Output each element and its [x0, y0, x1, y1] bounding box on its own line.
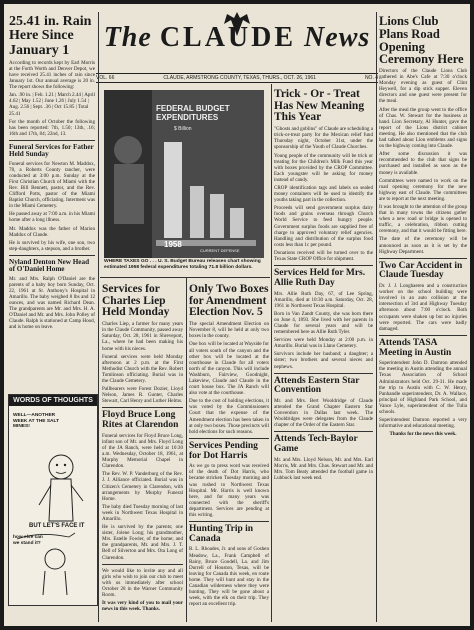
lions-headline: Lions Club Plans Road Opening Ceremony Here: [379, 14, 464, 67]
trick-paragraph: Young people of the community will be trick or treating for the Children's Milk Fund this year with boxes provided by the CROP Committee. Each youngster will be asking for money instead of candy.: [274, 152, 373, 183]
cartoon-panel: [8, 394, 98, 606]
election-paragraph: The special Amendment Election on November 8, will be held at only two boxes in the county.: [189, 321, 269, 340]
issue-number: NO. 4: [364, 75, 378, 81]
thanks-note: It was very kind of you to mail your news in this week. Thanks.: [102, 600, 183, 613]
lions-paragraph: Directors of the Claude Lions Club gathered in Abe's Cafe at 7:30 o'clock Monday evening as guest of Clint Heywell, for a dip stick supper. Eleven directors and one guest were present for the meal.: [379, 68, 467, 105]
column-rule: [376, 12, 377, 622]
cartoon-speech-3: how else can we stand it?: [13, 535, 43, 546]
dateline: [96, 73, 378, 83]
harris-paragraph: As we go to press word was received of the death of Dot Harris, who became stricken Tuesday morning and was rushed to Northwest Texas Hospital. Mr. Harris is well known here, and for many years was connected with the sheriff's department. Services are pending at this writing.: [189, 463, 269, 518]
accident-paragraph: Dr. J. J. Longhaeren and a construction worker on the school building were involved in an auto collision at the intersection of 3rd and Highway Tuesday afternoon about 7:00 o'clock. Both occupants were shaken up but no injuries were reported. The cars were badly damaged.: [379, 283, 467, 332]
tasa-paragraph: Superintendent Damron reported a very informative and educational meeting.: [379, 417, 467, 430]
maddox-paragraph: He is survived by his wife, one son, two step-daughters, a stepson, and a brother.: [9, 239, 95, 252]
column-rule: [98, 12, 99, 622]
lions-paragraph: After some discussion it was recommended to the club that signs be purchased and installed as soon as the money is available.: [379, 151, 467, 176]
masthead-title: [96, 22, 378, 54]
cartoon-speech-1: WELL—ANOTHER WEEK AT THE SALT MINES!: [13, 413, 60, 430]
rain-table: Jan. .90 in. | Feb. 1.21 | March 2.44 | April 4.62 | May 1.52 | June 1.26 | July 1.54 | Aug. 2.56 | Sept. .36 | Oct 15.85 | Total 25.41: [9, 92, 95, 117]
section-rule: [100, 277, 270, 278]
photo-chart-title: FEDERAL BUDGET EXPENDITURES: [156, 104, 230, 122]
trick-paragraph: "Ghosts and goblins" of Claude are scheduling a trick-or-treat party for the Mexican relief fund Thursday night, October 31st, under the sponsorship of the Youth of Claude Churches.: [274, 126, 373, 151]
odaniel-paragraph: Mr. and Mrs. Ralph O'Daniel are the parents of a baby boy born Sunday, Oct. 22, 1961 at St. Anthony's Hospital in Amarillo. The baby weighed 8 lbs and 12 ounces, and was named Richard Dean. The grandparents are Mr. and Mrs. H. A. O'Daniel and Mr. and Mrs. John Polley of Claude. Ralph is stationed at Camp Hood, and is home on leave.: [9, 275, 95, 331]
rain-headline: 25.41 in. Rain Here Since January 1: [9, 14, 92, 58]
odaniel-headline: Nyland Denton New Head of O'Daniel Home: [9, 257, 90, 274]
long-paragraph: He is survived by the parents; one sister, Jolene Long; his grandmother, Mrs. Estelle Fowler, of the home; and the grandparents, Mr. and Mrs. J. T. Bell of Silverton and Mrs. Ota Long of Clarendon.: [102, 524, 183, 561]
election-paragraph: One box will be located at Wayside for all voters south of the canyon and the other box will be located at the courthouse in Claude for all voters north of the canyon. This will include Washburn, Fairview, Goodnight, Lakeview, Claude and Claude in the court house box. The JA Ranch will also vote at the courthouse.: [189, 341, 269, 397]
newspaper-page: [4, 4, 470, 626]
tech-baylor-headline: Attends Tech-Baylor Game: [274, 434, 358, 455]
lions-paragraph: After the meal the group went to the office of Chas. W. Stewart for the business at hand. Lion Secretary, Al Hunter, gave the report of the Lions district cabinet meeting. He also mentioned that the club had talked about Lion emblems and signs on the highway coming into Claude.: [379, 106, 467, 150]
masthead-the: The: [103, 22, 152, 53]
long-paragraph: Funeral services for Floyd Bruce Long, infant son of Mr. and Mrs. Floyd Long of the JA Ranch, were held at 10:30 a.m. Wednesday, October 18, 1961, at Murphy Memorial Chapel in Clarendon.: [102, 432, 183, 470]
column-3: [189, 281, 269, 622]
election-paragraph: Due to the cost of holding elections, it was voted by the Commissioners Court that the expense of the Amendment election has been taken in at only two boxes. Those precincts will hold elections for such reasons.: [189, 398, 269, 435]
masthead-claude: CLAUDE: [159, 22, 297, 53]
photo-year: 1958: [164, 240, 182, 249]
maddox-paragraph: He passed away at 7:00 a.m. in his Miami home after a long illness.: [9, 211, 95, 224]
column-4: [274, 86, 373, 622]
trick-paragraph: Donations received will be turned over to the Texas State CROP Office for shipment.: [274, 249, 373, 263]
column-rule: [271, 84, 272, 622]
rain-october: For the month of October the following has been reported: 7th, 1.50; 13th, .16; 16th and 17th, 84; 22nd, 13.: [9, 118, 95, 137]
long-paragraph: The Rev. W. P. Vanderburg of the Rev. J. J. Alliance officiated. Burial was in Citizen's Cemetery in Clarendon, with arrangements by Murphy Funeral Home.: [102, 471, 183, 502]
long-headline: Floyd Bruce Long Rites at Clarendon: [102, 410, 179, 431]
harris-headline: Services Pending for Dot Harris: [189, 440, 258, 461]
liep-paragraph: Funeral services were held Monday afternoon at 2 p.m. at the First Methodist Church with the Rev. Robert Tomlinson officiating. Burial was in the Claude Cemetery.: [102, 353, 183, 384]
liep-paragraph: Charles Liep, a farmer for many years in the Claude Community, passed away Saturday, Oct. 28, 1961 in Shreveport, La., where he had been making his home with his nieces.: [102, 321, 183, 352]
hunting-paragraph: R. L. Rhoades, Jr. and sons of Goshen Meadow, La., Frank Campbell of Rainy, Bruce Goodell, La. and Jim Durrell of Houston, Texas, will be leaving for Canada this week, en route home. They will hunt and stay in the Canadian wilderness where they were hunting. They will be gone about a week, with the elk on their trip. They report an excellent trip.: [189, 546, 269, 608]
tech-baylor-paragraph: Mr. and Mrs. Lloyd Nelson, Mr. and Mrs. Earl Morris, Mr. and Mrs. Chas. Stewart and Mr. and Mrs. Tom Beaty attended the football game in Lubbock last week end.: [274, 456, 373, 482]
cartoon-title: WORDS OF THOUGHTS: [9, 395, 97, 406]
hunting-headline: Hunting Trip in Canada: [189, 524, 254, 544]
maddox-paragraph: Mr. Maddox was the father of Marion Maddox of Claude.: [9, 225, 95, 238]
accident-headline: Two Car Accident in Claude Tuesday: [379, 260, 463, 281]
day-paragraph: Born in Van Zandt County, she was born there on June 4, 1893. She lived with her parents in Claude for several years and will be remembered here as Allie Ruth Tyler.: [274, 310, 373, 336]
trick-paragraph: Proceeds will send government surplus dairy foods and grains overseas through Church World Service to feed hungry people. Government surplus foods are supplied free of charge to approved voluntary relief agencies. Handling and distribution of the surplus food costs less than 1c per pound.: [274, 205, 373, 248]
eastern-star-headline: Attends Eastern Star Convention: [274, 375, 360, 396]
day-paragraph: Mrs. Allie Ruth Day, 67, of Lee Spring, Amarillo, died at 10:30 a.m. Saturday, Oct. 28, 1961 in Northwest Texas Hospital.: [274, 290, 373, 309]
cartoon-figure-icon: [9, 409, 97, 599]
photo-chart-unit: $ Billion: [174, 126, 192, 132]
thanks-note: Thanks for the news this week.: [389, 431, 457, 438]
day-paragraph: Survivors include her husband; a daughter; a sister; two brothers and several nieces and nephews.: [274, 351, 373, 370]
maddox-headline: Funeral Services for Father Held Sunday: [9, 142, 94, 159]
masthead-news: News: [304, 22, 371, 53]
masthead: [96, 12, 378, 70]
column-5: [379, 12, 467, 622]
volume-number: VOL. 66: [96, 75, 115, 81]
lions-paragraph: The date of the ceremony will be announced as soon as it is set by the Highway Department.: [379, 236, 467, 255]
election-headline: Only Two Boxes for Amendment Election Nov. 5: [189, 283, 269, 319]
day-headline: Services Held for Mrs. Allie Ruth Day: [274, 268, 366, 288]
photo-footer: CURRENT DEFENSE: [200, 248, 240, 253]
long-paragraph: The baby died Tuesday morning of last week in Northwest Texas Hospital in Amarillo.: [102, 503, 183, 522]
place-date: CLAUDE, ARMSTRONG COUNTY, TEXAS, THURS., OCT. 26, 1961: [163, 75, 316, 81]
trick-treat-headline: Trick - Or - Treat Has New Meaning This Year: [274, 88, 365, 124]
trick-paragraph: CROP identification tags and labels on sealed money containers will be used to identify the youths taking part in the collection.: [274, 185, 373, 204]
lions-paragraph: It was brought to the attention of the group that in many towns the citizens gather when a new road or bridge is opened to traffic, a celebration, ribbon cutting ceremony, and that it would be fitting here.: [379, 203, 467, 235]
tasa-headline: Attends TASA Meeting in Austin: [379, 337, 452, 358]
liep-paragraph: Pallbearers were Forest Dozier, Lloyd Nelson, James R. Gunter, Charles Stewart, Carl Henry and Luther Helms.: [102, 386, 183, 405]
column-2: [102, 281, 183, 622]
photo-caption: WHERE TAXES GO . . . U. S. Budget Bureau releases chart showing estimated 1958 federal expenditures totaling 71.8 billion dollars.: [104, 259, 261, 270]
maddox-paragraph: Funeral services for Newton M. Maddox, 78, a Roberts County rancher, were conducted at 3:00 p.m. Sunday at the First Christian Church of Miami with the Rev. Bill Bennett, pastor, and the Rev. Clifford Potts, pastor of the Miami Baptist Church, officiating. Interment was in the Miami Cemetery.: [9, 160, 95, 210]
club-notice: We would like to invite any and all girls who wish to join our club to meet with us immediately after school October 28 in the Warner Community Room.: [102, 567, 183, 598]
rain-paragraph: According to records kept by Earl Morris at the Forth Worth and Denver Depot, we have received 25.41 inches of rain since January 1st. Our annual average is 20 in. The report shows the following:: [9, 59, 95, 91]
liep-headline: Services for Charles Liep Held Monday: [102, 283, 170, 319]
cartoon-speech-2: BUT LET'S FACE IT: [29, 523, 85, 529]
left-column: [9, 12, 95, 392]
tasa-paragraph: Superintendent John D. Damron attended the meeting in Austin attending the annual Texas Association of School Administrators held Oct. 29-31. He made the trip to Austin with C. W. Henry, Panhandle superintendent, Dr. A. Wallace, principal of Highland Park School, and Vance Lyle, superintendent of the Tulia schools.: [379, 360, 467, 415]
budget-photo: [104, 90, 264, 258]
eastern-star-paragraph: Mr. and Mrs. Bert Wooldridge of Claude attended the Grand Chapter Eastern Star Convention in Dallas last week. The Wooldridges were delegates from the Claude chapter of the Order of the Eastern Star.: [274, 398, 373, 429]
photo-bars-icon: [104, 90, 264, 258]
lions-paragraph: Committees were named to work on the road opening ceremony for the new highway east of Claude. The committees are to report at the next meeting.: [379, 177, 467, 202]
day-paragraph: Services were held Monday at 2:00 p.m. in Amarillo. Burial was in Llano Cemetery.: [274, 337, 373, 350]
column-rule: [186, 278, 187, 622]
